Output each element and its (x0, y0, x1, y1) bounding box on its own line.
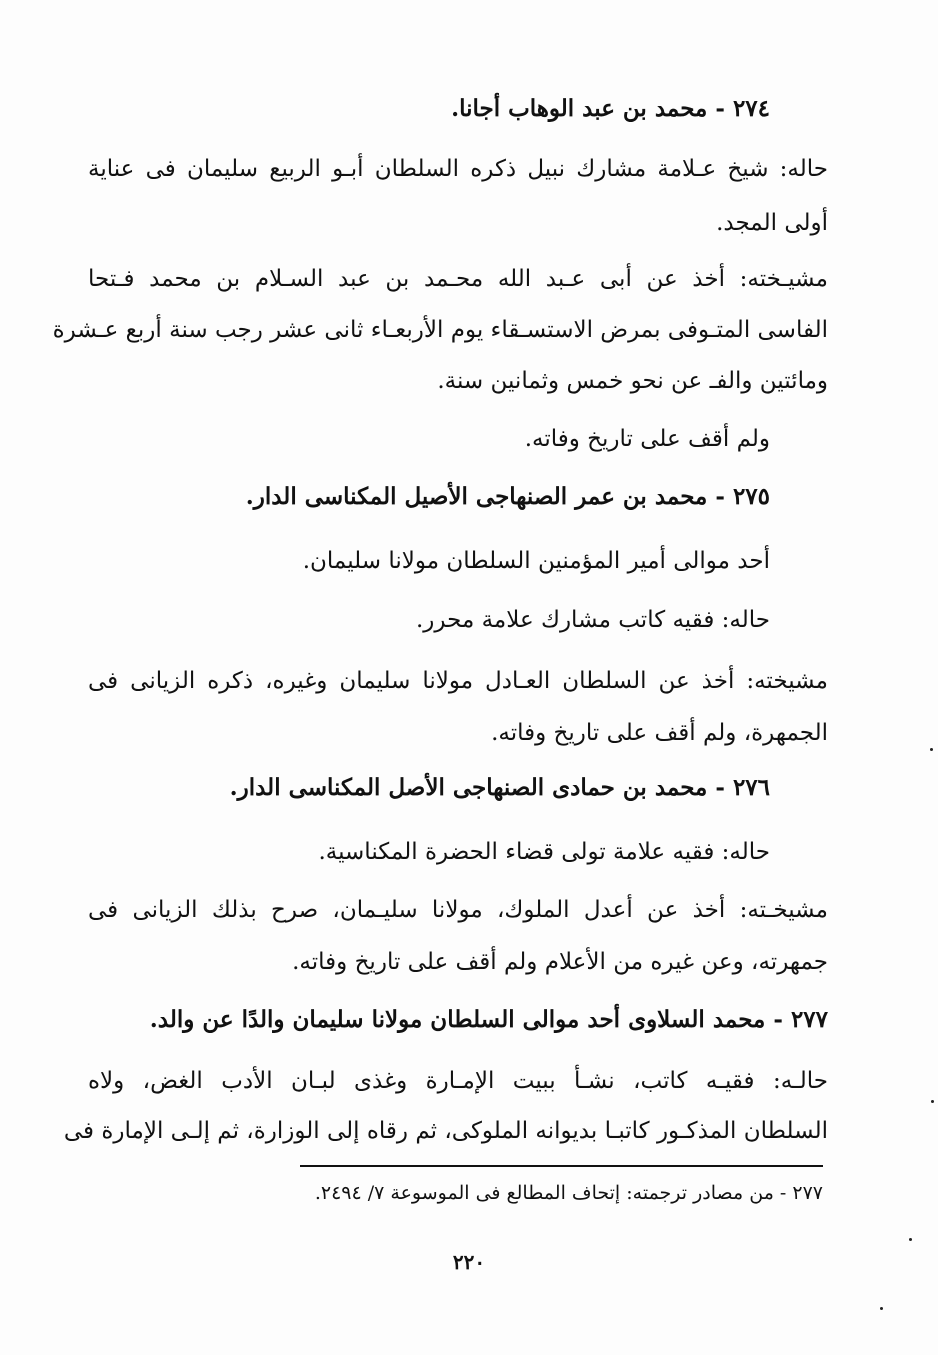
entry-276-heading: ٢٧٦ - محمد بن حمادى الصنهاجى الأصل المكناسى الدار. (229, 774, 770, 801)
entry-276-line-1: حاله: فقيه علامة تولى قضاء الحضرة المكناسية. (318, 839, 770, 865)
entry-274-line-3: مشيـخته: أخذ عن أبى عـبد الله محـمد بن عبد السـلام بن محمد فـتحا (88, 266, 828, 292)
entry-277-heading: ٢٧٧ - محمد السلاوى أحد موالى السلطان مولانا سليمان والدًا عن والد. (149, 1006, 828, 1033)
entry-276-line-3: جمهرته، وعن غيره من الأعلام ولم أقف على تاريخ وفاته. (292, 949, 828, 975)
footnote-divider (300, 1165, 823, 1167)
page-number: ٢٢٠ (452, 1250, 486, 1274)
entry-274-line-1: حاله: شيخ عـلامة مشارك نبيل ذكره السلطان أبـو الربيع سليمان فى عناية (88, 156, 828, 182)
entry-274-line-5: ومائتين والفـ عن نحو خمس وثمانين سنة. (437, 368, 828, 394)
scan-speck (880, 1307, 883, 1310)
entry-274-line-6: ولم أقف على تاريخ وفاته. (524, 426, 770, 452)
entry-277-line-1: حالـه: فقيـه كاتب، نشـأ ببيت الإمـارة وغذى لبـان الأدب الغض، ولاه (88, 1068, 828, 1094)
entry-275-line-1: أحد موالى أمير المؤمنين السلطان مولانا سليمان. (302, 548, 770, 574)
scan-speck (930, 748, 933, 751)
entry-276-line-2: مشيخـته: أخذ عن أعدل الملوك، مولانا سليـمان، صرح بذلك الزيانى فى (88, 897, 828, 923)
entry-274-heading: ٢٧٤ - محمد بن عبد الوهاب أجانا. (451, 95, 770, 122)
entry-275-heading: ٢٧٥ - محمد بن عمر الصنهاجى الأصيل المكناسى الدار. (245, 483, 770, 510)
entry-275-line-4: الجمهرة، ولم أقف على تاريخ وفاته. (491, 720, 828, 746)
scan-speck (909, 1238, 912, 1241)
entry-275-line-2: حاله: فقيه كاتب مشارك علامة محرر. (416, 607, 770, 633)
entry-274-line-4: الفاسى المتـوفى بمرض الاستسـقاء يوم الأربعـاء ثانى عشر رجب سنة أربع عـشرة (52, 317, 828, 343)
entry-275-line-3: مشيخته: أخذ عن السلطان العـادل مولانا سليمان وغيره، ذكره الزيانى فى (88, 668, 828, 694)
entry-274-line-2: أولى المجد. (716, 210, 828, 236)
footnote: ٢٧٧ - من مصادر ترجمته: إتحاف المطالع فى الموسوعة ٧/ ٢٤٩٤. (314, 1182, 823, 1204)
entry-277-line-2: السلطان المذكـور كاتبـا بديوانه الملوكى، ثم رقاه إلى الوزارة، ثم إلـى الإمارة فى (63, 1118, 828, 1144)
scan-speck (931, 1100, 934, 1103)
